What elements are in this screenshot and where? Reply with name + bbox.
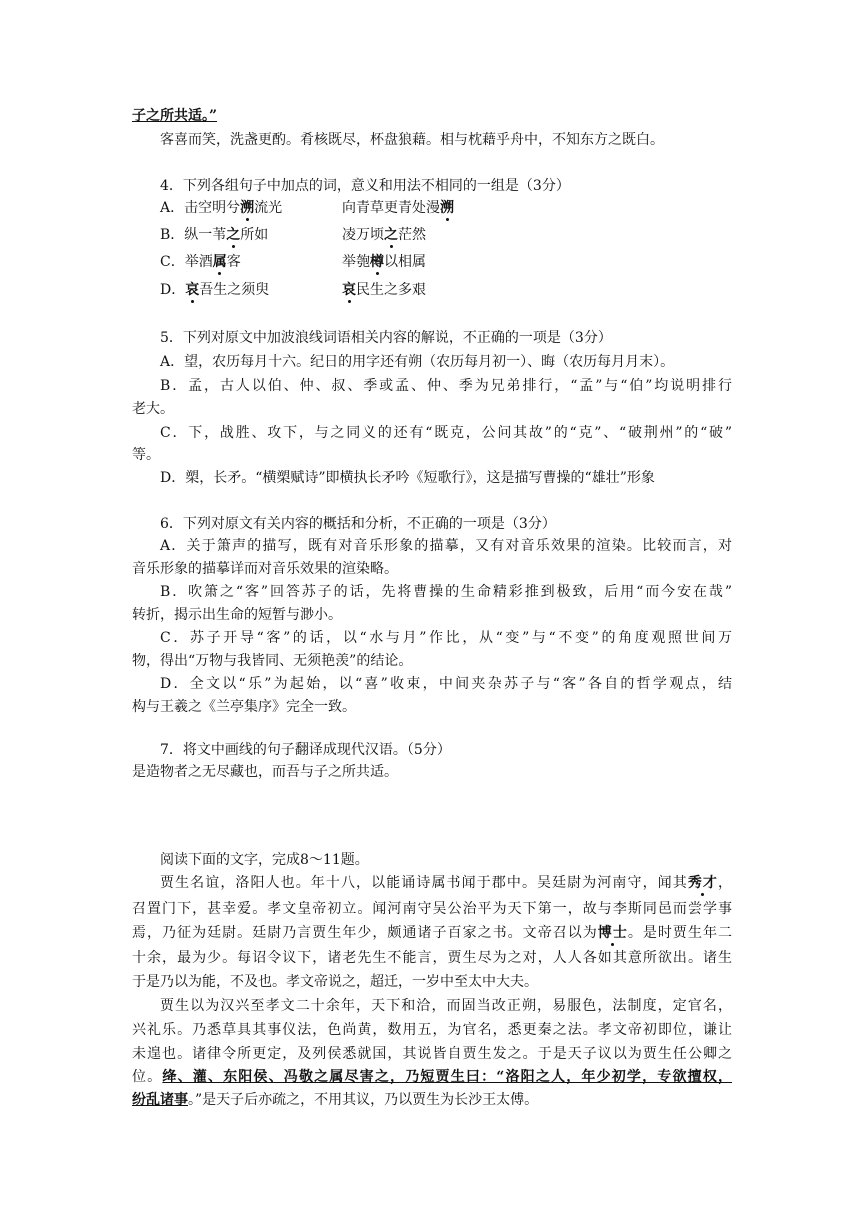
text: 贾生名谊，洛阳人也。年十八，以能诵诗属书闻于郡中。吴廷尉为河南守，闻其: [160, 875, 688, 891]
passage-end-line-2: 客喜而笑，洗盏更酌。肴核既尽，杯盘狼藉。相与枕藉乎舟中，不知东方之既白。: [160, 132, 664, 148]
dotted-word: 之: [384, 227, 398, 243]
q6-stem: 6．下列对原文有关内容的概括和分析，不正确的一项是（3分）: [160, 516, 556, 532]
dotted-word: 哀: [185, 282, 200, 298]
dotted-word: 溯: [440, 200, 454, 216]
q5-stem: 5．下列对原文中加波浪线词语相关内容的解说，不正确的一项是（3分）: [160, 330, 612, 346]
reading2-p2-line-1: 贾生以为汉兴至孝文二十余年，天下和洽，而固当改正朔，易服色，法制度，定官名，: [160, 998, 732, 1014]
text: 所如: [240, 227, 269, 243]
reading2-p1-line-5: 于是乃以为能，不及也。孝文帝说之，超迁，一岁中至太中大夫。: [132, 974, 538, 990]
q6-option-a-line-2: 音乐形象的描摹详而对音乐效果的渲染略。: [132, 561, 398, 577]
dotted-word: 哀: [342, 282, 356, 298]
text: A．击空明兮: [160, 200, 241, 216]
reading2-p2-line-3: 未遑也。诸律令所更定，及列侯悉就国，其说皆自贾生发之。于是天子议以为贾生任公卿之: [132, 1046, 732, 1062]
reading2-p1-line-1: [160, 873, 732, 893]
q5-option-b-line-1: B．孟，古人以伯、仲、叔、季或孟、仲、季为兄弟排行，“孟”与“伯”均说明排行: [160, 378, 732, 394]
q5-option-b-line-2: 老大。: [132, 401, 174, 417]
text: 民生之多艰: [356, 282, 426, 298]
q4-option-a-left: [160, 198, 282, 218]
dotted-word: 溯: [240, 200, 255, 216]
text: 。是时贾生年二: [627, 925, 733, 941]
dotted-word: 属: [212, 254, 227, 270]
text: 茫然: [398, 227, 426, 243]
text: 举匏: [342, 254, 370, 270]
reading2-p2-line-2: 兴礼乐。乃悉草具其事仪法，色尚黄，数用五，为官名，悉更秦之法。孝文帝初即位，谦让: [132, 1022, 732, 1038]
text: D．: [160, 282, 186, 298]
text: 以相属: [384, 254, 426, 270]
text: 流光: [254, 200, 283, 216]
passage-end-line-1: [132, 106, 732, 126]
underlined-sentence: 纷乱诸事: [132, 1092, 188, 1108]
q6-option-c-line-2: 物，得出“万物与我皆同、无须艳羡”的结论。: [132, 653, 413, 669]
text: 吾生之须臾: [199, 282, 270, 298]
q6-option-d-line-1: D．全文以“乐”为起始，以“喜”收束，中间夹杂苏子与“客”各自的哲学观点，结: [160, 676, 732, 692]
q4-option-b-left: [160, 225, 268, 245]
q4-option-c-left: [160, 252, 241, 272]
text: 向青草更青处漫: [342, 200, 440, 216]
q4-stem: 4．下列各组句子中加点的词，意义和用法不相同的一组是（3分）: [160, 178, 570, 194]
q4-option-a-right: [342, 198, 454, 218]
q4-option-d-left: [160, 280, 269, 300]
dotted-word: 博士: [597, 925, 628, 941]
q5-option-c-line-2: 等。: [132, 447, 160, 463]
reading2-p2-line-5: [132, 1090, 732, 1110]
text: C．举酒: [160, 254, 213, 270]
q7-stem: 7．将文中画线的句子翻译成现代汉语。（5分）: [160, 742, 451, 758]
text: 位。: [132, 1069, 163, 1085]
reading2-p1-line-3: [132, 923, 732, 943]
text: 凌万顷: [342, 227, 384, 243]
text: 。”是天子后亦疏之，不用其议，乃以贾生为长沙王太傅。: [188, 1092, 539, 1108]
q6-option-a-line-1: A．关于箫声的描写，既有对音乐形象的描摹，又有对音乐效果的渲染。比较而言，对: [160, 538, 732, 554]
underlined-sentence: 绛、灌、东阳侯、冯敬之属尽害之，乃短贾生曰：“洛阳之人，年少初学，专欲擅权，: [162, 1069, 732, 1085]
text: 焉，乃征为廷尉。廷尉乃言贾生年少，颇通诸子百家之书。文帝召以为: [132, 925, 598, 941]
q6-option-b-line-1: B．吹箫之“客”回答苏子的话，先将曹操的生命精彩推到极致，后用“而今安在哉”: [160, 584, 732, 600]
reading2-intro: 阅读下面的文字，完成8～11题。: [160, 852, 369, 868]
q6-option-b-line-2: 转折，揭示出生命的短暂与渺小。: [132, 607, 342, 623]
text: ，: [718, 875, 733, 891]
text: 客: [226, 254, 241, 270]
text: B．纵一苇: [160, 227, 227, 243]
q6-option-d-line-2: 构与王羲之《兰亭集序》完全一致。: [132, 699, 356, 715]
reading2-p2-line-4: [132, 1067, 732, 1087]
q5-option-a: A．望，农历每月十六。纪日的用字还有朔（农历每月初一）、晦（农历每月月末）。: [160, 354, 675, 370]
dotted-word: 之: [226, 227, 241, 243]
underlined-sentence-end: 子之所共适。”: [132, 108, 218, 124]
reading2-p1-line-4: 十余，最为少。每诏令议下，诸老先生不能言，贾生尽为之对，人人各如其意所欲出。诸生: [132, 950, 732, 966]
q5-option-d: D．槊，长矛。“横槊赋诗”即横执长矛吟《短歌行》，这是描写曹操的“雄壮”形象: [160, 470, 655, 486]
q5-option-c-line-1: C．下，战胜、攻下，与之同义的还有“既克，公问其故”的“克”、“破荆州”的“破”: [160, 425, 732, 441]
dotted-word: 秀才: [687, 875, 719, 891]
q4-option-c-right: [342, 252, 426, 272]
reading2-p1-line-2: 召置门下，甚幸爱。孝文皇帝初立。闻河南守吴公治平为天下第一，故与李斯同邑而尝学事: [132, 901, 732, 917]
q4-option-b-right: [342, 225, 426, 245]
q4-option-d-right: [342, 280, 426, 300]
q6-option-c-line-1: C．苏子开导“客”的话，以“水与月”作比，从“变”与“不变”的角度观照世间万: [160, 630, 732, 646]
q7-sentence: 是造物者之无尽藏也，而吾与子之所共适。: [132, 764, 398, 780]
dotted-word: 樽: [370, 254, 384, 270]
